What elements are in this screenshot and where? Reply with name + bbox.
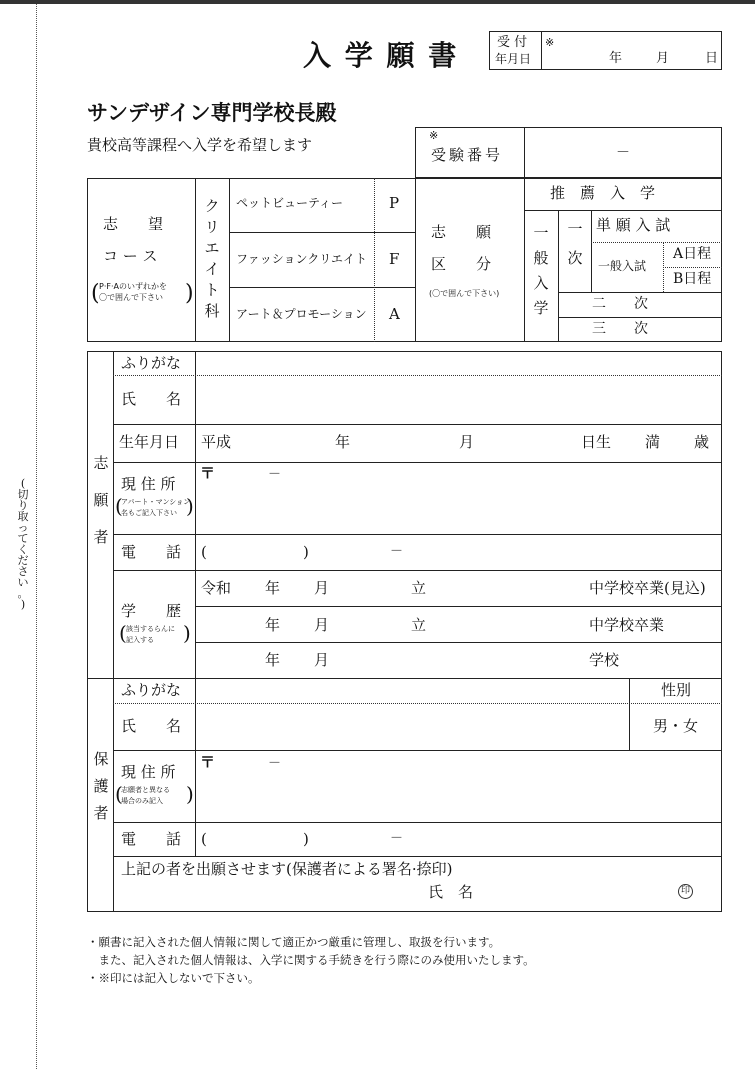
seal-mark-icon: [678, 884, 693, 899]
category-label-2: 区 分: [431, 255, 492, 273]
cut-instruction-char: だ: [17, 554, 29, 567]
applicant-name-label: 氏 名: [121, 390, 182, 408]
course-note-paren-open: (: [91, 281, 100, 306]
course-code-a[interactable]: A: [389, 305, 400, 323]
birth-era: 平成: [201, 433, 232, 451]
edu1-est: 立: [411, 579, 427, 597]
birth-year: 年: [335, 433, 351, 451]
guardian-phone-label: 電 話: [121, 830, 182, 848]
applicant-side-char: 者: [93, 528, 109, 546]
applicant-phone-open: (: [201, 543, 207, 561]
applicant-phone-dash: －: [390, 544, 404, 559]
cut-instruction-char: て: [17, 532, 29, 545]
birth-full: 満: [645, 433, 661, 451]
guardian-address-field[interactable]: [197, 752, 720, 820]
department-char: リ: [204, 218, 220, 236]
receipt-month: 月: [656, 51, 670, 66]
applicant-furigana-field[interactable]: [197, 353, 720, 374]
receipt-mark: ※: [545, 36, 555, 49]
cut-instruction-char: さ: [17, 565, 29, 578]
school-name: サンデザイン専門学校長殿: [87, 101, 337, 125]
guardian-sign-name-label: 氏 名: [428, 883, 474, 901]
guardian-name-field[interactable]: [197, 705, 627, 748]
category-first-round[interactable]: [563, 222, 587, 280]
edu1-end: 中学校卒業(見込): [589, 579, 706, 597]
education-row-1[interactable]: [197, 572, 720, 604]
guardian-sign-text: 上記の者を出願させます(保護者による署名·捺印): [121, 860, 453, 878]
guardian-side-char: 保: [93, 750, 109, 768]
course-label-2: コ ー ス: [103, 247, 158, 265]
general-entry-char: 学: [533, 299, 549, 317]
seal-char: 印: [680, 886, 690, 896]
guardian-phone-dash: －: [390, 831, 404, 846]
category-note: (〇で囲んで下さい): [429, 289, 500, 298]
department-char: エ: [204, 239, 220, 257]
applicant-address-field[interactable]: [197, 464, 720, 532]
guardian-phone-close: ): [303, 830, 309, 848]
course-label: 志 望: [103, 215, 164, 233]
birth-day: 日生: [581, 433, 612, 451]
education-note-paren-open: (: [119, 621, 127, 645]
department-char: イ: [204, 260, 220, 278]
education-row-3[interactable]: [197, 644, 720, 676]
general-entry-char: 入: [533, 274, 549, 292]
exam-number-dash: －: [616, 145, 630, 161]
applicant-name-field[interactable]: [197, 377, 720, 423]
cut-instruction-char: い: [17, 576, 29, 589]
mark-note: ・※印には記入しないで下さい。: [87, 971, 260, 985]
edu3-end: 学校: [589, 651, 620, 669]
edu1-year: 年: [265, 579, 281, 597]
guardian-phone-field[interactable]: [197, 824, 720, 854]
applicant-address-label: 現 住 所: [121, 475, 176, 493]
guardian-furigana-label: ふりがな: [121, 681, 182, 699]
course-code-p[interactable]: P: [389, 194, 400, 212]
course-fashion-create[interactable]: ファッションクリエイト: [236, 252, 368, 266]
cut-instruction-char: く: [17, 543, 29, 556]
education-note: 該当するらんに: [126, 625, 175, 633]
edu1-month: 月: [314, 579, 330, 597]
cut-instruction-char: 取: [17, 510, 29, 523]
course-note-paren-close: ): [185, 281, 194, 306]
category-single-exam[interactable]: 単 願 入 試: [596, 216, 671, 234]
applicant-phone-label: 電 話: [121, 543, 182, 561]
category-third-round[interactable]: 三 次: [592, 321, 648, 337]
guardian-address-note: 志願者と異なる: [121, 786, 170, 794]
guardian-side-char: 者: [93, 804, 109, 822]
applicant-side-char: 志: [93, 454, 109, 472]
guardian-phone-open: (: [201, 830, 207, 848]
category-a-day[interactable]: A日程: [673, 246, 712, 262]
exam-number-label: 受験番号: [431, 146, 504, 164]
guardian-address-note-2: 場合のみ記入: [121, 797, 163, 805]
edu3-year: 年: [265, 651, 281, 669]
guardian-gender-options[interactable]: 男・女: [653, 717, 699, 735]
guardian-address-note-paren-close: ): [186, 782, 194, 806]
general-entry-char: 一: [533, 224, 549, 242]
address-note-paren-open: (: [115, 494, 123, 518]
form-title: 入 学 願 書: [303, 39, 459, 72]
edu2-year: 年: [265, 616, 281, 634]
department-char: 科: [204, 302, 220, 320]
department-char: ク: [204, 197, 220, 215]
applicant-birth-label: 生年月日: [119, 433, 180, 451]
applicant-section-label: [89, 456, 113, 567]
category-b-day[interactable]: B日程: [673, 271, 712, 287]
general-entry-char: 般: [533, 249, 549, 267]
guardian-name-label: 氏 名: [121, 717, 182, 735]
cut-instruction-char: (: [20, 477, 26, 490]
applicant-postal-dash: －: [268, 467, 282, 482]
edu2-end: 中学校卒業: [589, 616, 665, 634]
exam-mark: ※: [429, 129, 439, 142]
cut-instruction-char: 切: [17, 488, 29, 501]
guardian-postal-dash: －: [268, 756, 282, 771]
top-border: [0, 0, 755, 4]
first-round-char: 一: [567, 220, 583, 238]
applicant-address-note-2: 名もご記入下さい: [121, 509, 177, 517]
course-code-f[interactable]: F: [389, 250, 400, 268]
address-note-paren-close: ): [186, 494, 194, 518]
guardian-gender-label: 性別: [661, 681, 692, 699]
cut-instruction: [14, 478, 32, 610]
course-pet-beauty[interactable]: ペットビューティー: [236, 196, 344, 210]
education-row-2[interactable]: [197, 608, 720, 640]
applicant-side-char: 願: [93, 491, 109, 509]
course-note: P·F·Aのいずれかを: [99, 282, 167, 291]
cut-instruction-char: っ: [17, 521, 29, 534]
cut-instruction-char: 。: [17, 587, 29, 600]
guardian-address-label: 現 住 所: [121, 763, 176, 781]
cut-instruction-char: り: [17, 499, 29, 512]
category-general-exam[interactable]: 一般入試: [598, 259, 647, 273]
applicant-phone-close: ): [303, 543, 309, 561]
receipt-day: 日: [705, 51, 719, 66]
receipt-label-date: 年月日: [495, 52, 532, 66]
privacy-note-1: ・願書に記入された個人情報に関して適正かつ厳重に管理し、取扱を行います。: [87, 935, 501, 949]
receipt-label: 受 付: [497, 35, 528, 50]
applicant-postal-mark: 〒: [200, 464, 216, 482]
birth-age: 歳: [694, 433, 710, 451]
guardian-section-label: [89, 752, 113, 833]
edu1-era: 令和: [201, 579, 232, 597]
education-note-paren-close: ): [183, 621, 191, 645]
category-general[interactable]: [529, 226, 553, 326]
birth-month: 月: [459, 433, 475, 451]
guardian-furigana-field[interactable]: [197, 680, 627, 702]
edu2-est: 立: [411, 616, 427, 634]
edu2-month: 月: [314, 616, 330, 634]
applicant-furigana-label: ふりがな: [121, 354, 182, 372]
cut-instruction-char: ): [20, 598, 26, 611]
department-char: ト: [204, 281, 220, 299]
applicant-phone-field[interactable]: [197, 536, 720, 568]
department-label: [200, 199, 224, 325]
guardian-postal-mark: 〒: [200, 753, 216, 771]
intro-text: 貴校高等課程へ入学を希望します: [87, 136, 313, 154]
guardian-address-note-paren-open: (: [115, 782, 123, 806]
applicant-birth-field[interactable]: [234, 427, 574, 460]
privacy-note-2: また、記入された個人情報は、入学に関する手続きを行う際にのみ使用いたします。: [87, 953, 535, 967]
education-label: 学 歴: [121, 602, 182, 620]
applicant-address-note: アパート・マンション: [121, 498, 191, 506]
receipt-year: 年: [609, 51, 623, 66]
guardian-signature-field[interactable]: [480, 880, 676, 908]
category-second-round[interactable]: 二 次: [592, 296, 648, 312]
guardian-side-char: 護: [93, 777, 109, 795]
education-note-2: 記入する: [126, 636, 154, 644]
category-recommend[interactable]: 推 薦 入 学: [550, 184, 656, 202]
category-label: 志 願: [431, 223, 492, 241]
first-round-char: 次: [567, 249, 583, 267]
cut-line: [36, 4, 37, 1069]
edu3-month: 月: [314, 651, 330, 669]
course-note-2: 〇で囲んで下さい: [99, 293, 163, 302]
course-art-promotion[interactable]: アート＆プロモーション: [236, 307, 367, 321]
